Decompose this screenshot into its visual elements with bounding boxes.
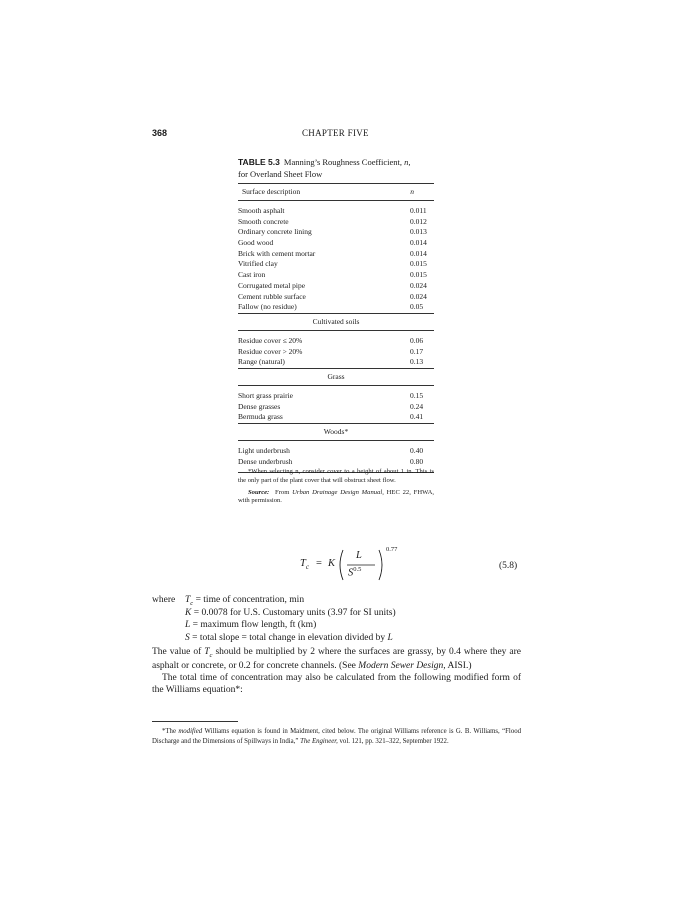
table-row <box>238 249 434 260</box>
table-caption <box>238 156 448 180</box>
table-row <box>238 391 434 402</box>
equation-number: (5.8) <box>499 561 518 571</box>
fn-text: vol. 121, pp. 321–322, September 1922. <box>339 737 449 745</box>
paragraph <box>152 647 521 696</box>
table-row <box>238 217 434 228</box>
surface-name: Residue cover ≤ 20% <box>238 335 303 345</box>
n-value: 0.024 <box>410 280 427 290</box>
surface-name: Brick with cement mortar <box>238 248 316 258</box>
eq-exponent: 0.77 <box>386 546 398 553</box>
where-def: = time of concentration, min <box>195 595 305 605</box>
surface-name: Cement rubble surface <box>238 291 306 301</box>
surface-name: Corrugated metal pipe <box>238 280 306 290</box>
n-value: 0.05 <box>410 302 424 312</box>
caption-n: n <box>404 157 409 167</box>
roughness-table <box>238 183 434 473</box>
source-label: Source: <box>248 488 270 496</box>
surface-name: Ordinary concrete lining <box>238 227 312 237</box>
table-row <box>238 457 434 468</box>
table-row <box>238 292 434 303</box>
table-footnotes <box>238 468 434 506</box>
table-row <box>238 270 434 281</box>
eq-lhs: T <box>300 558 306 569</box>
para-text: should be multiplied by 2 where the surfaces are grassy, by 0.4 where they are asphalt or concrete, or 0.2 for concrete channels. (See <box>152 647 522 672</box>
surface-name: Cast iron <box>238 270 266 280</box>
page-footnote <box>152 727 521 746</box>
table-source <box>238 489 434 507</box>
n-value: 0.13 <box>410 357 424 367</box>
equation-5-8 <box>300 548 400 582</box>
para-text: AISI.) <box>447 661 472 672</box>
fn-journal: The Engineer, <box>300 737 338 745</box>
surface-name: Bermuda grass <box>238 412 283 422</box>
subheading-grass: Grass <box>327 371 345 381</box>
surface-name: Good wood <box>238 238 274 248</box>
para-text: The value of <box>152 647 202 657</box>
fn-text: *The <box>162 728 176 735</box>
surface-name: Smooth concrete <box>238 216 289 226</box>
n-value: 0.015 <box>410 259 427 269</box>
table-row <box>238 412 434 423</box>
where-sym: S <box>185 632 190 643</box>
running-header: CHAPTER FIVE <box>302 128 369 138</box>
surface-name: Vitrified clay <box>238 259 278 269</box>
table-row <box>238 281 434 292</box>
n-value: 0.012 <box>410 216 427 226</box>
paragraph-2: The total time of concentration may also be calculated from the following modified form of the Williams equation*: <box>152 673 521 695</box>
caption-line2: for Overland Sheet Flow <box>238 169 323 179</box>
source-text-2: HEC 22, FHWA, with permission. <box>238 488 434 505</box>
table-label: TABLE 5.3 <box>238 157 280 167</box>
where-sym: K <box>185 607 192 618</box>
eq-equals: = <box>316 558 322 569</box>
n-value: 0.80 <box>410 456 424 466</box>
surface-name: Dense grasses <box>238 401 281 411</box>
table-row <box>238 357 434 368</box>
table-row <box>238 227 434 238</box>
n-value: 0.013 <box>410 227 427 237</box>
eq-lhs-sub: c <box>305 563 309 572</box>
table-row <box>238 402 434 413</box>
where-def: = maximum flow length, ft (km) <box>192 620 317 630</box>
caption-text: Manning’s Roughness Coefficient, <box>283 157 403 167</box>
n-value: 0.40 <box>410 446 424 455</box>
n-value: 0.024 <box>410 291 427 301</box>
table-row <box>238 238 434 249</box>
n-value: 0.014 <box>410 248 427 258</box>
n-value: 0.015 <box>410 270 427 280</box>
group-woods <box>238 446 434 467</box>
table-row <box>238 259 434 270</box>
table-row <box>238 302 434 313</box>
n-value: 0.011 <box>410 206 427 215</box>
n-value: 0.17 <box>410 346 424 356</box>
surface-name: Range (natural) <box>238 357 285 367</box>
where-word: where <box>152 595 176 605</box>
table-header-row <box>238 184 434 200</box>
where-def: = 0.0078 for U.S. Customary units (3.97 for SI units) <box>193 607 396 618</box>
n-value: 0.06 <box>410 335 424 345</box>
where-sym: T <box>185 595 191 605</box>
para-cite: Modern Sewer Design, <box>358 661 446 672</box>
table-footnote: *When selecting n, consider cover to a height of about 1 in. This is the only part of the plant cover that will obstruct sheet flow. <box>238 468 434 484</box>
eq-numerator: L <box>356 550 362 561</box>
table-row <box>238 336 434 347</box>
where-sym: L <box>185 620 191 630</box>
table-row <box>238 446 434 457</box>
where-sub: c <box>190 599 194 607</box>
n-value: 0.014 <box>410 238 427 248</box>
eq-denominator: S <box>348 567 354 579</box>
col-n-header: n <box>410 187 414 196</box>
caption-comma: , <box>408 157 411 167</box>
footnote-rule <box>152 721 238 722</box>
group-cultivated <box>238 336 434 368</box>
where-def-end: L <box>387 632 393 643</box>
surface-name: Residue cover > 20% <box>238 346 303 356</box>
n-value: 0.24 <box>410 401 424 411</box>
subheading-woods: Woods* <box>323 427 349 436</box>
n-value: 0.41 <box>410 412 424 422</box>
source-text: From <box>275 488 290 496</box>
table-row <box>238 206 434 217</box>
fn-text: Williams equation is found in Maidment, cited below. The original Williams reference is G. B. Williams, “Flood Discharge and the Dimensions of Spillways in India,” <box>152 728 522 745</box>
page-number: 368 <box>152 128 168 138</box>
para-sym: T <box>204 647 210 657</box>
group-surfaces <box>238 206 434 313</box>
subheading-cultivated: Cultivated soils <box>312 316 360 326</box>
col-surface-header: Surface description <box>242 187 301 196</box>
table-row <box>238 347 434 358</box>
surface-name: Smooth asphalt <box>238 206 285 215</box>
source-title: Urban Drainage Design Manual, <box>292 488 384 496</box>
group-grass <box>238 391 434 423</box>
fn-italic: modified <box>178 728 203 735</box>
surface-name: Dense underbrush <box>238 456 293 466</box>
surface-name: Light underbrush <box>238 446 290 455</box>
where-def: = total slope = total change in elevation divided by <box>192 632 386 643</box>
surface-name: Short grass prairie <box>238 390 293 400</box>
eq-K: K <box>328 558 336 569</box>
eq-den-exp: 0.5 <box>353 566 362 573</box>
surface-name: Fallow (no residue) <box>238 302 297 312</box>
n-value: 0.15 <box>410 390 424 400</box>
para-sub: c <box>209 651 213 659</box>
